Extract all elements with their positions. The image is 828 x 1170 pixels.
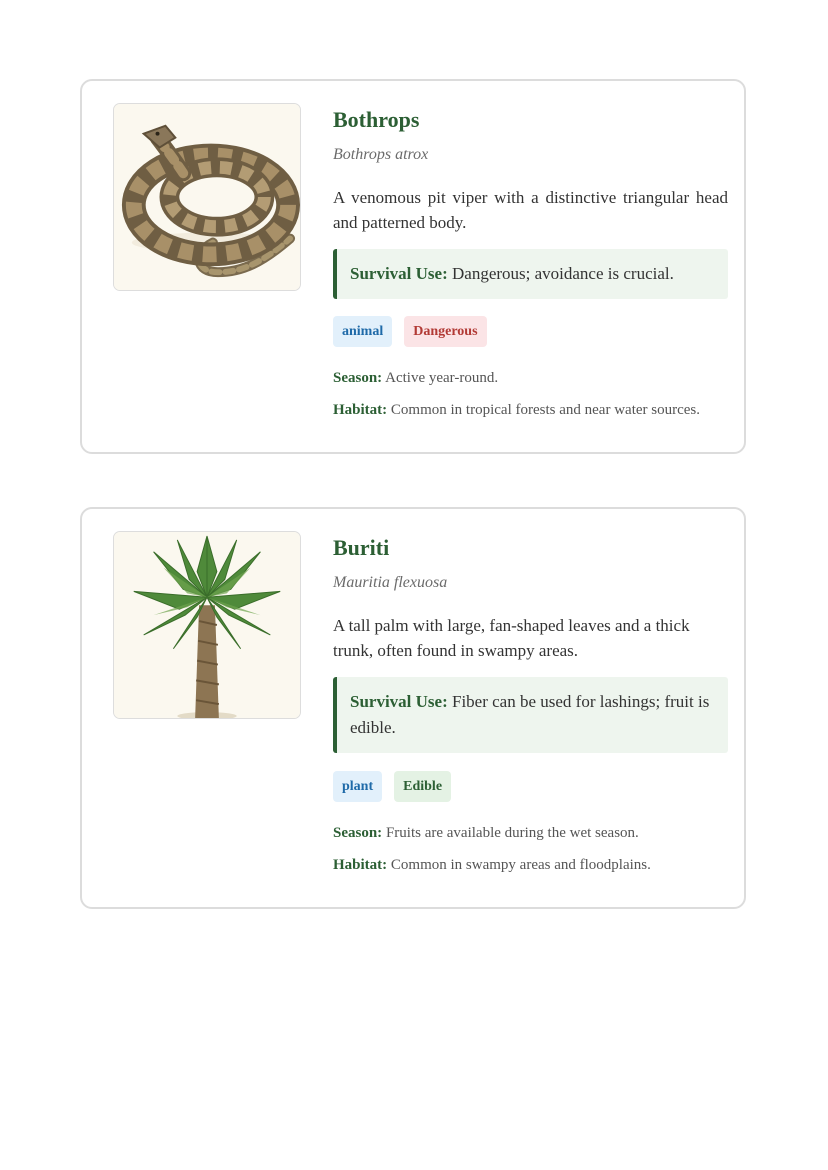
species-card-buriti [80,507,746,909]
season-value: Fruits are available during the wet season. [385,825,639,841]
type-badge: plant [333,771,382,802]
season-label: Season: [333,370,383,386]
season-info [333,370,498,387]
palm-illustration [113,531,301,719]
type-badge: animal [333,316,392,347]
species-name: Buriti [333,535,390,560]
habitat-info [333,402,700,419]
habitat-label: Habitat: [333,402,388,418]
scientific-name: Bothrops atrox [333,146,429,163]
habitat-label: Habitat: [333,857,388,873]
species-card-bothrops [80,79,746,454]
species-name: Bothrops [333,107,420,132]
species-description: A tall palm with large, fan-shaped leaves and a thick trunk, often found in swampy areas. [333,616,690,660]
season-label: Season: [333,825,383,841]
scientific-name: Mauritia flexuosa [333,574,448,591]
habitat-value: Common in swampy areas and floodplains. [390,857,651,873]
status-badge: Edible [394,771,451,802]
habitat-value: Common in tropical forests and near water sources. [390,402,700,418]
tag-list [333,771,451,802]
survival-use-label: Survival Use: [350,692,448,711]
tag-list [333,316,487,347]
palm-tree-icon [114,532,300,718]
survival-use-label: Survival Use: [350,264,448,283]
season-value: Active year-round. [385,370,499,386]
survival-use-text: Dangerous; avoidance is crucial. [452,264,674,283]
snake-icon [114,104,300,290]
survival-use-box [333,677,728,753]
survival-use-box [333,249,728,299]
status-badge: Dangerous [404,316,486,347]
season-info [333,825,639,842]
species-description: A venomous pit viper with a distinctive triangular head and patterned body. [333,188,728,232]
snake-illustration [113,103,301,291]
survival-use-text: Fiber can be used for lashings; fruit is edible. [350,692,710,737]
habitat-info [333,857,651,874]
